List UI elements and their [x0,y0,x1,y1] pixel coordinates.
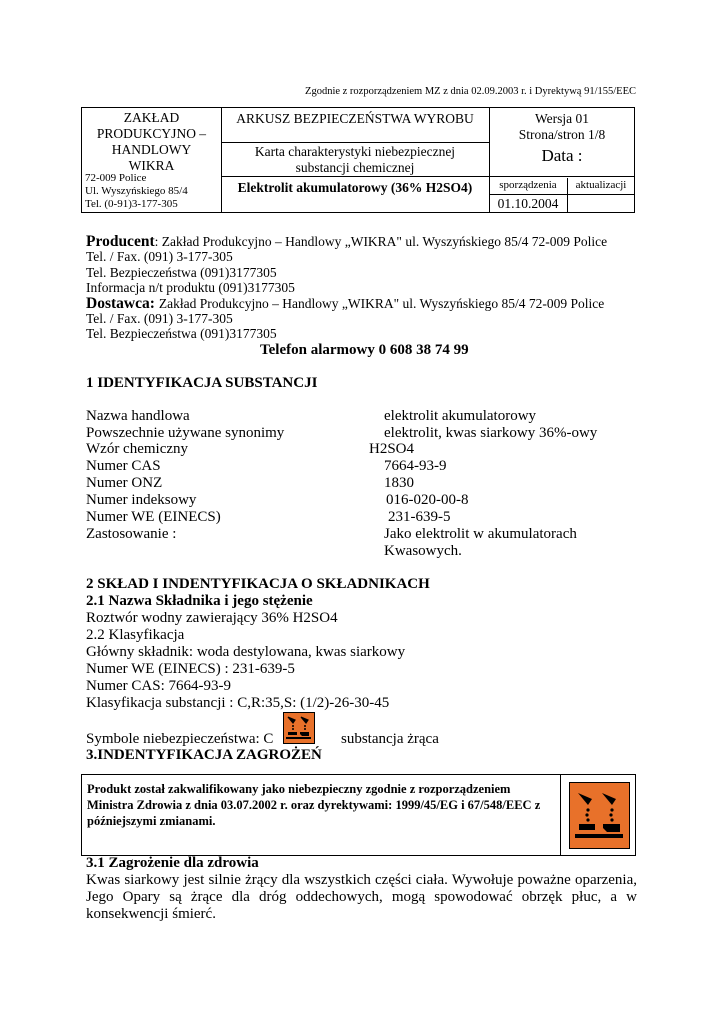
company-line: WIKRA [128,158,175,173]
id-row-value: Jako elektrolit w akumulatorach [384,526,577,542]
producer-safety-phone: Tel. Bezpieczeństwa (091)3177305 [86,265,277,280]
date-label: Data : [541,146,583,165]
card-title-line: Karta charakterystyki niebezpiecznej [254,144,456,159]
product-name: Elektrolit akumulatorowy (36% H2SO4) [237,180,473,195]
producer-phone: Tel. / Fax. (091) 3-177-305 [86,249,233,264]
composition-line: Numer WE (EINECS) : 231-639-5 [86,661,295,677]
composition-line: Klasyfikacja substancji : C,R:35,S: (1/2)-26-30-45 [86,695,390,711]
version: Wersja 01 [534,111,590,126]
id-row-value-cont: Kwasowych. [384,543,462,559]
company-address [85,172,188,211]
id-row-label: Wzór chemiczny [86,441,189,457]
id-row-value: 7664-93-9 [384,458,447,474]
section2-title: 2 SKŁAD I INDENTYFIKACJA O SKŁADNIKACH [86,576,430,592]
id-row-value: 231-639-5 [388,509,451,525]
doc-title: ARKUSZ BEZPIECZEŃSTWA WYROBU [236,111,474,126]
id-row-value: elektrolit, kwas siarkowy 36%-owy [384,425,598,441]
classification-note: Produkt został zakwalifikowany jako niebezpieczny zgodnie z rozporządzeniem Ministra Zdrowia z dnia 03.07.2002 r. oraz dyrektywami: 1999/45/EG i 67/548/EEC z późniejszymi zmianami. [87,782,541,828]
section2-subtitle: 2.1 Nazwa Składnika i jego stężenie [86,593,313,609]
producer-info-phone: Informacja n/t produktu (091)3177305 [86,280,295,295]
company-line: PRODUKCYJNO – [96,126,207,141]
header-table [81,107,635,213]
section1-title: 1 IDENTYFIKACJA SUBSTANCJI [86,375,318,391]
corrosive-hazard-icon [283,712,315,744]
producer-text: : Zakład Produkcyjno – Handlowy „WIKRA" ul. Wyszyńskiego 85/4 72-009 Police [154,234,608,249]
hazard-symbol-desc: substancja żrąca [341,731,439,747]
section3-subtitle: 3.1 Zagrożenie dla zdrowia [86,855,259,871]
composition-line: Roztwór wodny zawierający 36% H2SO4 [86,610,338,626]
id-row-label: Zastosowanie : [86,526,177,542]
id-row-value: H2SO4 [369,441,415,457]
supplier-label: Dostawca: [86,295,155,312]
card-title [221,144,489,176]
company-line: ZAKŁAD [123,110,180,125]
updated-label: aktualizacji [575,179,627,191]
corrosive-hazard-icon [569,782,630,849]
id-row-value: 1830 [384,475,414,491]
alarm-phone: Telefon alarmowy 0 608 38 74 99 [260,342,469,358]
health-hazard-text: Kwas siarkowy jest silnie żrący dla wszystkich części ciała. Wywołuje poważne oparzenia, Jego Opary są żrące dla dróg oddechowych, mogą spowodować obrzęk płuc, a w konsekwencji śmierć. [86,872,637,922]
id-row-label: Numer indeksowy [86,492,197,508]
regulation-note: Zgodnie z rozporządzeniem MZ z dnia 02.09.2003 r. i Dyrektywą 91/155/EEC [305,86,636,97]
prepared-date: 01.10.2004 [497,196,559,211]
id-row-label: Nazwa handlowa [86,408,190,424]
section3-title: 3.INDENTYFIKACJA ZAGROŻEŃ [86,747,322,763]
classification-icon-cell [560,775,561,855]
page-count: Strona/stron 1/8 [518,127,606,142]
id-row-value: 016-020-00-8 [386,492,469,508]
card-title-line: substancji chemicznej [295,160,415,175]
composition-line: Główny składnik: woda destylowana, kwas siarkowy [86,644,406,660]
id-row-label: Numer CAS [86,458,161,474]
prepared-label: sporządzenia [499,179,557,191]
company-name [82,110,221,174]
supplier-text: Zakład Produkcyjno – Handlowy „WIKRA" ul. Wyszyńskiego 85/4 72-009 Police [158,296,605,311]
company-line: HANDLOWY [111,142,192,157]
id-row-value: elektrolit akumulatorowy [384,408,537,424]
classification-heading: 2.2 Klasyfikacja [86,627,185,643]
classification-box [81,774,636,856]
supplier-phone: Tel. / Fax. (091) 3-177-305 [86,311,233,326]
id-row-label: Numer ONZ [86,475,163,491]
supplier-safety-phone: Tel. Bezpieczeństwa (091)3177305 [86,326,277,341]
composition-line: Numer CAS: 7664-93-9 [86,678,231,694]
address-line: Ul. Wyszyńskiego 85/4 [85,185,188,197]
id-row-label: Powszechnie używane synonimy [86,425,285,441]
hazard-symbol-label: Symbole niebezpieczeństwa: C [86,731,274,747]
address-line: 72-009 Police [85,172,147,184]
id-row-label: Numer WE (EINECS) [86,509,221,525]
producer-label: Producent [86,233,155,250]
address-line: Tel. (0-91)3-177-305 [85,198,178,210]
